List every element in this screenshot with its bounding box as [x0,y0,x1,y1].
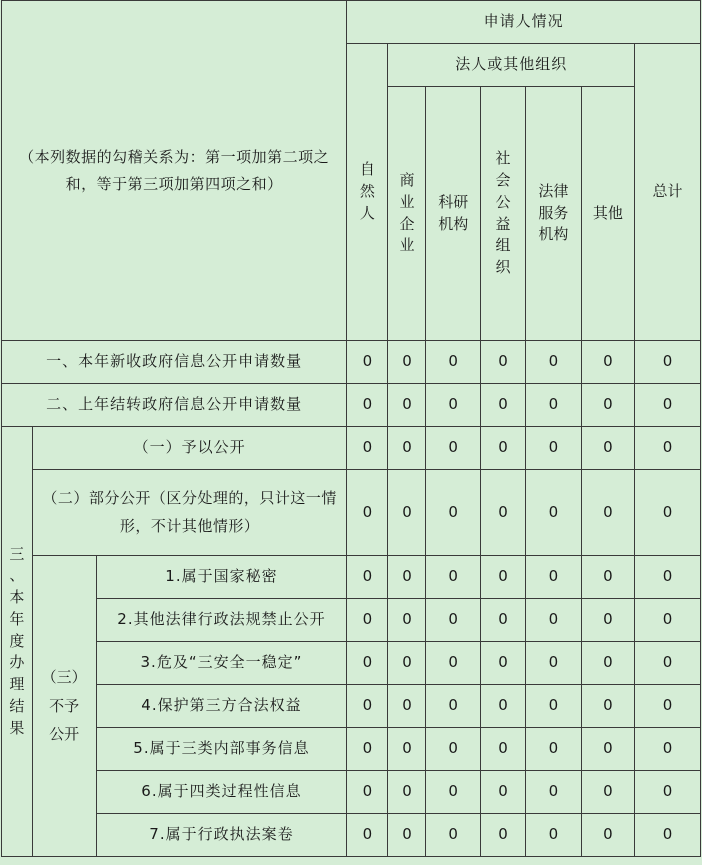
cell-value: 0 [480,556,525,599]
row-label: 7.属于行政执法案卷 [96,814,347,857]
row-label: 一、本年新收政府信息公开申请数量 [2,341,347,384]
cell-value: 0 [635,556,701,599]
cell-value: 0 [526,341,582,384]
cell-value: 0 [581,341,634,384]
cell-value: 0 [388,427,426,470]
cell-value: 0 [480,470,525,556]
row-label: 6.属于四类过程性信息 [96,771,347,814]
row-label: 5.属于三类内部事务信息 [96,728,347,771]
row-label: 1.属于国家秘密 [96,556,347,599]
cell-value: 0 [635,341,701,384]
cell-value: 0 [581,814,634,857]
col-other: 其他 [581,87,634,341]
col-research: 科研 机构 [426,87,480,341]
col-social-welfare: 社 会 公 益 组 织 [480,87,525,341]
row-label: 4.保护第三方合法权益 [96,685,347,728]
table-row [2,771,701,814]
cell-value: 0 [347,685,388,728]
cell-value: 0 [581,771,634,814]
cell-value: 0 [581,599,634,642]
cell-value: 0 [635,427,701,470]
cell-value: 0 [526,556,582,599]
cell-value: 0 [347,384,388,427]
cell-value: 0 [347,427,388,470]
cell-value: 0 [426,728,480,771]
cell-value: 0 [347,814,388,857]
row-label: 3.危及“三安全一稳定” [96,642,347,685]
legal-person-group-header: 法人或其他组织 [388,44,635,87]
cell-value: 0 [426,341,480,384]
cell-value: 0 [581,470,634,556]
cell-value: 0 [388,384,426,427]
table-row [2,341,701,384]
cell-value: 0 [347,599,388,642]
cell-value: 0 [426,771,480,814]
table-row [2,384,701,427]
col-natural-person: 自 然 人 [347,44,388,341]
cell-value: 0 [480,685,525,728]
table-row [2,728,701,771]
not-open-label-a: （三） [41,668,87,687]
cell-value: 0 [526,470,582,556]
col-total: 总计 [635,44,701,341]
cell-value: 0 [480,642,525,685]
cell-value: 0 [635,470,701,556]
row-label: （一）予以公开 [32,427,347,470]
table-row [2,427,701,470]
cell-value: 0 [526,728,582,771]
cell-value: 0 [347,556,388,599]
cell-value: 0 [388,685,426,728]
cell-value: 0 [581,642,634,685]
cell-value: 0 [526,685,582,728]
cell-value: 0 [388,599,426,642]
table-row [2,556,701,599]
cell-value: 0 [581,427,634,470]
cell-value: 0 [480,341,525,384]
cell-value: 0 [388,642,426,685]
row-label: （二）部分公开（区分处理的，只计这一情形，不计其他情形） [32,470,347,556]
cell-value: 0 [480,599,525,642]
table-row [2,685,701,728]
cell-value: 0 [347,341,388,384]
cell-value: 0 [347,470,388,556]
not-open-label [32,556,96,857]
cell-value: 0 [526,384,582,427]
cell-value: 0 [526,814,582,857]
cell-value: 0 [526,427,582,470]
cell-value: 0 [426,556,480,599]
cell-value: 0 [480,728,525,771]
cell-value: 0 [526,599,582,642]
table-row [2,470,701,556]
cell-value: 0 [388,556,426,599]
cell-value: 0 [635,599,701,642]
cell-value: 0 [426,427,480,470]
cell-value: 0 [635,771,701,814]
cell-value: 0 [426,814,480,857]
section3-title: 三 、 本 年 度 办 理 结 果 [2,427,33,857]
cell-value: 0 [635,642,701,685]
cell-value: 0 [581,685,634,728]
cell-value: 0 [526,642,582,685]
col-legal-service: 法律 服务 机构 [526,87,582,341]
cell-value: 0 [388,470,426,556]
cell-value: 0 [347,728,388,771]
table-row [2,642,701,685]
table-row [2,599,701,642]
cell-value: 0 [635,384,701,427]
row-label: 二、上年结转政府信息公开申请数量 [2,384,347,427]
not-open-label-b: 不予公开 [49,696,80,744]
cell-value: 0 [480,814,525,857]
cell-value: 0 [426,642,480,685]
cell-value: 0 [426,685,480,728]
cell-value: 0 [581,728,634,771]
applicant-status-header: 申请人情况 [347,1,701,44]
table-row [2,814,701,857]
cell-value: 0 [581,384,634,427]
cell-value: 0 [635,728,701,771]
cell-value: 0 [480,427,525,470]
cell-value: 0 [635,814,701,857]
cell-value: 0 [426,470,480,556]
row-label: 2.其他法律行政法规禁止公开 [96,599,347,642]
cell-value: 0 [388,341,426,384]
cell-value: 0 [347,771,388,814]
cell-value: 0 [347,642,388,685]
disclosure-stats-table [1,0,701,857]
cell-value: 0 [388,771,426,814]
cell-value: 0 [581,556,634,599]
col-commercial: 商 业 企 业 [388,87,426,341]
cell-value: 0 [526,771,582,814]
cell-value: 0 [635,685,701,728]
cell-value: 0 [480,384,525,427]
cell-value: 0 [388,814,426,857]
cell-value: 0 [388,728,426,771]
calc-note: （本列数据的勾稽关系为：第一项加第二项之和，等于第三项加第四项之和） [2,1,347,341]
cell-value: 0 [426,599,480,642]
cell-value: 0 [426,384,480,427]
cell-value: 0 [480,771,525,814]
